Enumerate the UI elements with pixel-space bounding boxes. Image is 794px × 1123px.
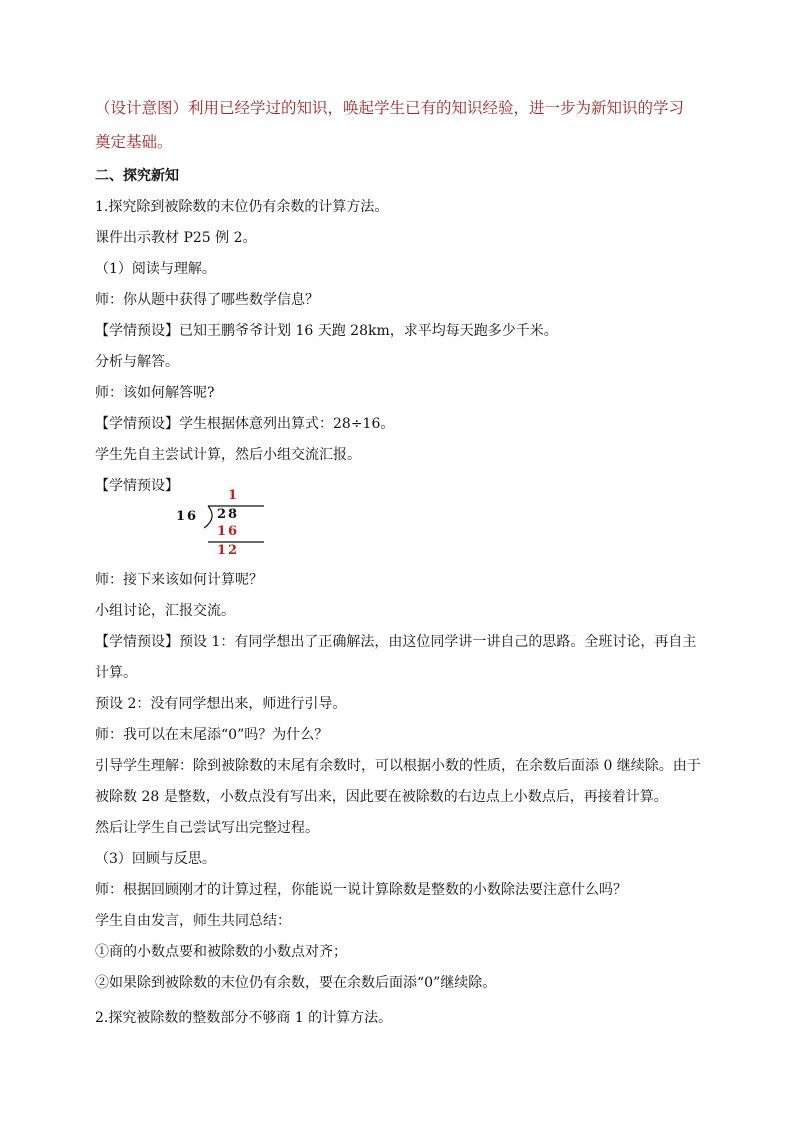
paragraph: 学生自由发言，师生共同总结：: [95, 913, 291, 929]
paragraph: 学生先自主尝试计算，然后小组交流汇报。: [95, 447, 361, 463]
paragraph: 1.探究除到被除数的末位仍有余数的计算方法。: [95, 199, 389, 215]
division-bracket: [204, 506, 212, 528]
section-title: 二、探究新知: [95, 168, 179, 184]
dividend: 28: [217, 507, 240, 522]
paragraph: 师：你从题中获得了哪些数学信息？: [95, 292, 319, 308]
paragraph: （1）阅读与理解。: [95, 261, 216, 277]
paragraph: 师：我可以在末尾添“0”吗？为什么？: [95, 727, 329, 743]
design-intent-line-1: （设计意图）利用已经学过的知识，唤起学生已有的知识经验，进一步为新知识的学习: [95, 99, 685, 117]
paragraph: 预设 2：没有同学想出来，师进行引导。: [95, 696, 347, 712]
paragraph: 2.探究被除数的整数部分不够商 1 的计算方法。: [95, 1010, 393, 1026]
quotient: 1: [228, 488, 240, 503]
paragraph: 【学情预设】已知王鹏爷爷计划 16 天跑 28km，求平均每天跑多少千米。: [95, 323, 558, 339]
paragraph: 小组讨论，汇报交流。: [95, 603, 235, 619]
paragraph: 分析与解答。: [95, 354, 179, 370]
paragraph: 引导学生理解：除到被除数的末尾有余数时，可以根据小数的性质，在余数后面添 0 继续除。由于: [95, 758, 701, 774]
paragraph: 师：该如何解答呢?: [95, 385, 215, 401]
paragraph: ②如果除到被除数的末位仍有余数，要在余数后面添“0”继续除。: [95, 975, 497, 991]
design-intent-line-2: 奠定基础。: [95, 133, 173, 151]
paragraph: 计算。: [95, 665, 137, 681]
paragraph: 课件出示教材 P25 例 2。: [95, 230, 257, 246]
paragraph: 【学情预设】预设 1：有同学想出了正确解法，由这位同学讲一讲自己的思路。全班讨论，再自主: [95, 634, 697, 650]
paragraph: 被除数 28 是整数，小数点没有写出来，因此要在被除数的右边点上小数点后，再接着计算。: [95, 789, 668, 805]
paragraph: 师：接下来该如何计算呢？: [95, 572, 263, 588]
long-division-figure: [170, 485, 280, 565]
paragraph: 【学情预设】: [95, 478, 179, 494]
product: 16: [217, 524, 240, 539]
divisor: 16: [176, 509, 199, 524]
paragraph: ①商的小数点要和被除数的小数点对齐；: [95, 944, 347, 960]
paragraph: （3）回顾与反思。: [95, 851, 216, 867]
paragraph: 【学情预设】学生根据体意列出算式：28÷16。: [95, 416, 395, 432]
remainder: 12: [217, 543, 240, 558]
paragraph: 然后让学生自己尝试写出完整过程。: [95, 820, 319, 836]
paragraph: 师：根据回顾刚才的计算过程，你能说一说计算除数是整数的小数除法要注意什么吗？: [95, 882, 627, 898]
